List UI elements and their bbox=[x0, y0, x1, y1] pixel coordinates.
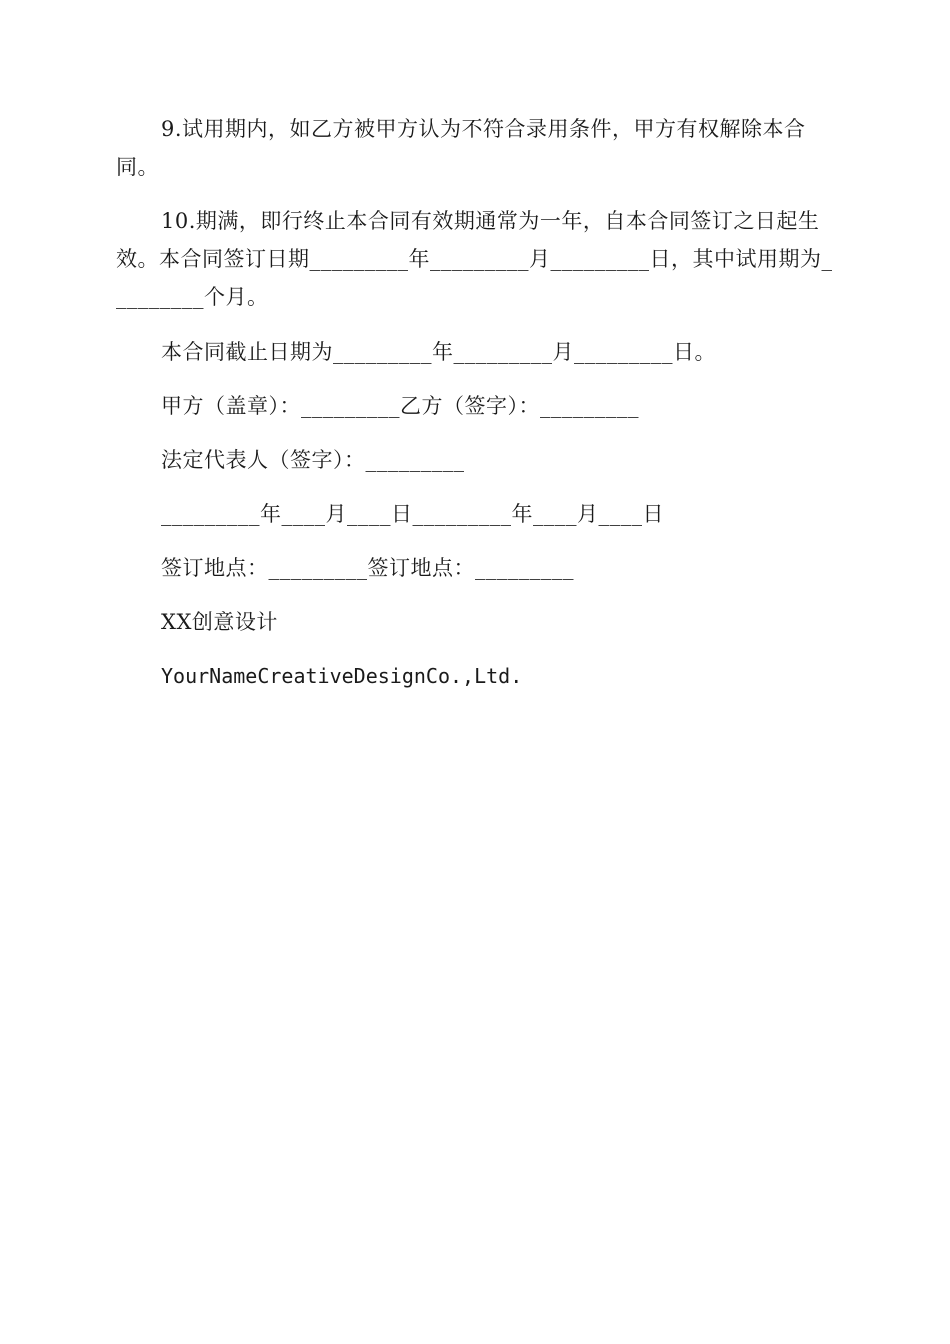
signing-dates-line: _________年____月____日_________年____月____日 bbox=[161, 502, 664, 526]
clause-10: 10.期满，即行终止本合同有效期通常为一年，自本合同签订之日起生效。本合同签订日期_________年_________月_________日，其中试用期为_________个月。 bbox=[116, 209, 833, 309]
end-date-line: 本合同截止日期为_________年_________月_________日。 bbox=[161, 340, 716, 364]
parties-signature-line: 甲方（盖章）：_________乙方（签字）：_________ bbox=[161, 394, 639, 418]
company-name-cn: XX创意设计 bbox=[161, 610, 278, 634]
clause-9: 9.试用期内，如乙方被甲方认为不符合录用条件，甲方有权解除本合同。 bbox=[116, 117, 806, 179]
legal-representative-line: 法定代表人（签字）：_________ bbox=[161, 448, 465, 472]
signing-places-line: 签订地点：_________签订地点：_________ bbox=[161, 556, 574, 580]
company-name-en: YourNameCreativeDesignCo.,Ltd. bbox=[161, 664, 523, 688]
